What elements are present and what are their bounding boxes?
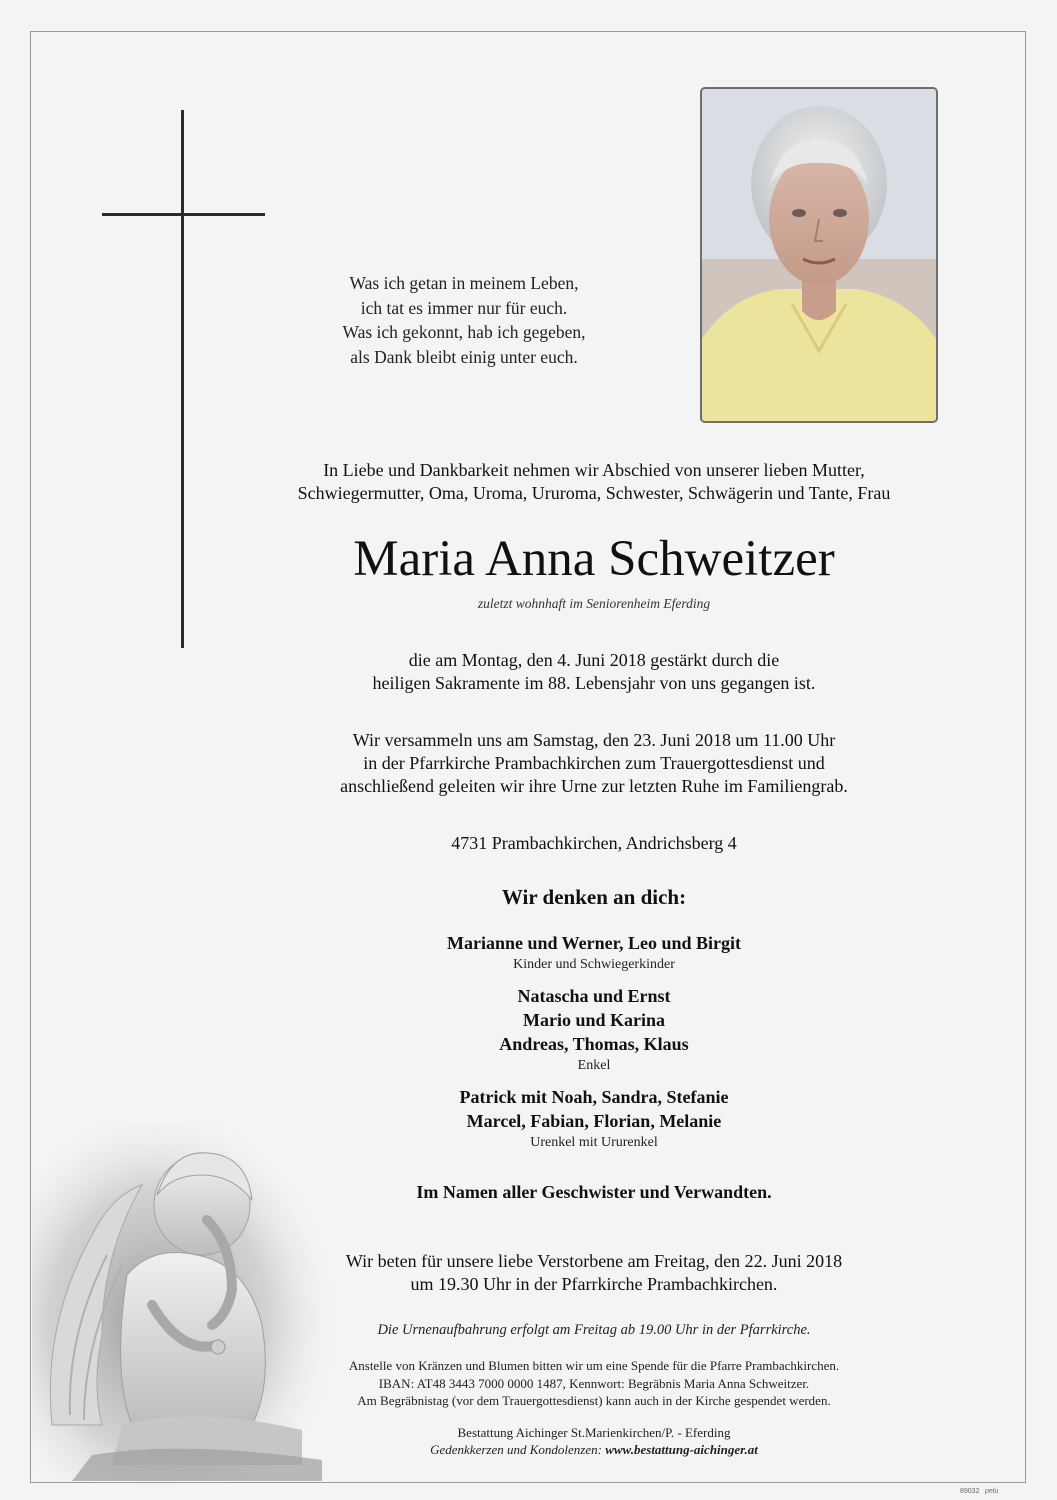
poem-line: ich tat es immer nur für euch. xyxy=(360,297,568,318)
great-grandchildren-names: Marcel, Fabian, Florian, Melanie xyxy=(466,1111,722,1131)
siblings-line: Im Namen aller Geschwister und Verwandten. xyxy=(416,1182,772,1202)
service-line: Wir versammeln uns am Samstag, den 23. Juni 2018 um 11.00 Uhr xyxy=(352,730,836,750)
cross-vertical-bar xyxy=(181,110,184,648)
children-role: Kinder und Schwiegerkinder xyxy=(513,957,675,972)
portrait-photo xyxy=(700,87,938,423)
service-line: in der Pfarrkirche Prambachkirchen zum Trauergottesdienst und xyxy=(363,753,825,773)
printer-logo: pelu xyxy=(985,1488,999,1495)
funeral-service-info xyxy=(200,729,988,798)
death-notice xyxy=(200,649,988,695)
deceased-name: Maria Anna Schweitzer xyxy=(353,531,835,587)
condolence-label: Gedenkkerzen und Kondolenzen: xyxy=(430,1442,602,1457)
grandchildren-role: Enkel xyxy=(577,1058,611,1073)
urn-note: Die Urnenaufbahrung erfolgt am Freitag ab 19.00 Uhr in der Pfarrkirche. xyxy=(377,1322,811,1338)
grandchildren-names: Mario und Karina xyxy=(522,1010,665,1030)
service-line: anschließend geleiten wir ihre Urne zur letzten Ruhe im Familiengrab. xyxy=(340,776,848,796)
great-grandchildren-names: Patrick mit Noah, Sandra, Stefanie xyxy=(459,1087,729,1107)
intro-line: In Liebe und Dankbarkeit nehmen wir Abschied von unserer lieben Mutter, xyxy=(323,460,865,480)
prayer-line: Wir beten für unsere liebe Verstorbene am Freitag, den 22. Juni 2018 xyxy=(345,1251,843,1271)
donation-line: Am Begräbnistag (vor dem Trauergottesdienst) kann auch in der Kirche gespendet werden. xyxy=(357,1393,831,1408)
death-line: die am Montag, den 4. Juni 2018 gestärkt durch die xyxy=(408,650,780,670)
undertaker-link[interactable]: www.bestattung-aichinger.at xyxy=(605,1442,758,1457)
great-grandchildren-role: Urenkel mit Ururenkel xyxy=(530,1135,658,1150)
donation-line: IBAN: AT48 3443 7000 0000 1487, Kennwort: Begräbnis Maria Anna Schweitzer. xyxy=(378,1375,810,1391)
address: 4731 Prambachkirchen, Andrichsberg 4 xyxy=(451,833,737,853)
death-line: heiligen Sakramente im 88. Lebensjahr von uns gegangen ist. xyxy=(372,673,816,693)
residence-note: zuletzt wohnhaft im Seniorenheim Eferding xyxy=(477,596,711,611)
remembrance-heading: Wir denken an dich: xyxy=(501,885,687,909)
poem xyxy=(250,271,678,369)
print-code: 89032 xyxy=(960,1488,980,1495)
grandchildren-names: Natascha und Ernst xyxy=(517,986,671,1006)
intro-line: Schwiegermutter, Oma, Uroma, Ururoma, Schwester, Schwägerin und Tante, Frau xyxy=(297,483,891,503)
donation-line: Anstelle von Kränzen und Blumen bitten wir um eine Spende für die Pfarre Prambachkirchen. xyxy=(348,1358,840,1373)
cross-horizontal-bar xyxy=(102,213,265,216)
poem-line: Was ich getan in meinem Leben, xyxy=(349,273,579,293)
farewell-intro xyxy=(200,459,988,505)
angel-statue-image xyxy=(32,1125,332,1481)
grandchildren-names: Andreas, Thomas, Klaus xyxy=(499,1034,689,1054)
poem-line: als Dank bleibt einig unter euch. xyxy=(350,346,578,367)
undertaker-name: Bestattung Aichinger St.Marienkirchen/P. - Eferding xyxy=(457,1425,731,1440)
poem-line: Was ich gekonnt, hab ich gegeben, xyxy=(342,322,586,342)
prayer-line: um 19.30 Uhr in der Pfarrkirche Prambachkirchen. xyxy=(410,1274,778,1294)
children-names: Marianne und Werner, Leo und Birgit xyxy=(446,933,742,953)
